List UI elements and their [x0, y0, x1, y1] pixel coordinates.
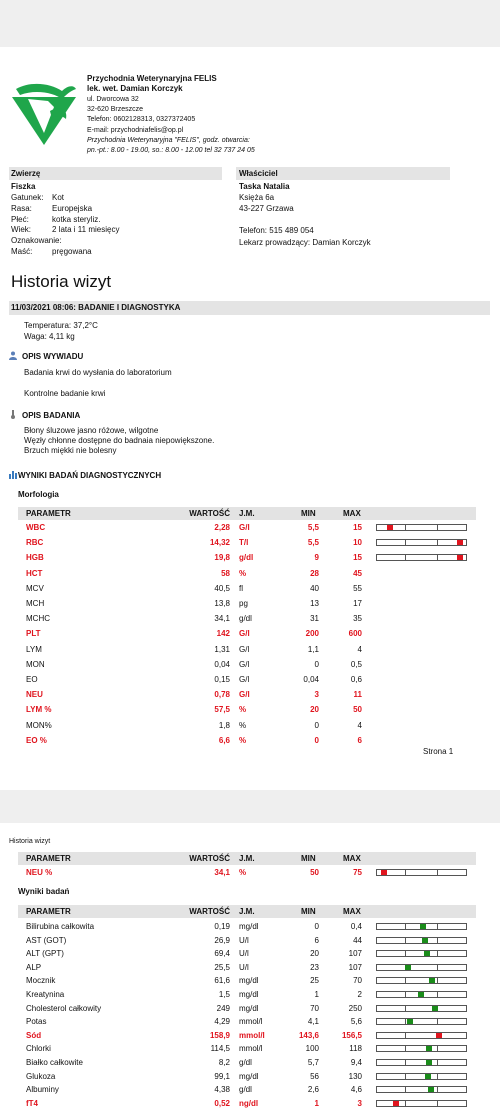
range-gauge [376, 991, 467, 998]
parameter-unit: ng/dl [239, 1098, 259, 1108]
gauge-divider [437, 1019, 438, 1024]
gauge-marker [393, 1101, 399, 1106]
parameter-name: Bilirubina całkowita [26, 922, 95, 931]
gauge-divider [405, 1087, 406, 1092]
parameter-max: 118 [349, 1044, 362, 1054]
gauge-divider [405, 1101, 406, 1106]
parameter-min: 1,1 [307, 644, 319, 654]
col-parameter: PARAMETR [26, 509, 71, 518]
col-unit: J.M. [239, 509, 255, 518]
parameter-name: MON [26, 659, 45, 669]
parameter-unit: % [239, 720, 247, 730]
range-gauge [376, 554, 467, 561]
parameter-min: 20 [310, 705, 319, 715]
parameter-max: 70 [353, 976, 362, 986]
parameter-name: Białko całkowite [26, 1058, 83, 1067]
col-parameter: PARAMETR [26, 854, 71, 863]
parameter-value: 34,1 [214, 614, 230, 624]
parameter-value: 13,8 [214, 599, 230, 608]
parameter-max: 4,6 [350, 1085, 362, 1095]
parameter-min: 143,6 [298, 1030, 319, 1040]
parameter-max: 35 [353, 614, 362, 624]
animal-field-label: Oznakowanie: [11, 236, 62, 246]
gauge-divider [405, 555, 406, 560]
parameter-max: 5,6 [350, 1017, 362, 1027]
parameter-min: 5,7 [307, 1058, 319, 1067]
gauge-marker [428, 1087, 434, 1092]
parameter-name: MCV [26, 583, 44, 593]
gauge-divider [405, 1033, 406, 1038]
parameter-value: 2,28 [214, 523, 230, 532]
clinic-street: ul. Dworcowa 32 [87, 96, 139, 103]
parameter-value: 1,8 [218, 720, 230, 730]
parameter-name: PLT [26, 629, 41, 639]
parameter-min: 0 [314, 659, 319, 669]
parameter-unit: mg/dl [239, 922, 259, 931]
parameter-value: 40,5 [214, 583, 230, 593]
parameter-max: 6 [357, 735, 362, 745]
parameter-max: 2 [357, 990, 362, 999]
gauge-divider [437, 951, 438, 956]
parameter-max: 11 [353, 690, 362, 700]
range-gauge [376, 1086, 467, 1093]
range-gauge [376, 1059, 467, 1066]
parameter-name: NEU [26, 690, 43, 700]
parameter-min: 200 [305, 629, 319, 639]
parameter-value: 34,1 [214, 868, 230, 877]
gauge-marker [457, 555, 463, 560]
parameter-name: MCHC [26, 614, 50, 624]
animal-name: Fiszka [11, 182, 36, 191]
parameter-max: 15 [353, 523, 362, 532]
gauge-divider [405, 1074, 406, 1079]
gauge-divider [437, 525, 438, 530]
gauge-divider [437, 924, 438, 929]
exam-line-1: Błony śluzowe jasno różowe, wilgotne [24, 426, 159, 435]
parameter-max: 75 [353, 868, 362, 877]
parameter-name: MON% [26, 720, 52, 730]
morphology-table-header [18, 507, 476, 520]
gauge-divider [405, 1046, 406, 1051]
parameter-value: 0,52 [214, 1098, 230, 1108]
animal-field-value: 2 lata i 11 miesięcy [52, 225, 120, 235]
interview-line-2: Kontrolne badanie krwi [24, 389, 106, 398]
parameter-unit: T/l [239, 538, 249, 548]
animal-field-label: Płeć: [11, 214, 29, 224]
animal-field-value: Europejska [52, 203, 93, 213]
felis-logo-icon [10, 79, 78, 149]
parameter-max: 45 [353, 568, 362, 578]
owner-header: Właściciel [239, 169, 278, 178]
col-min: MIN [301, 509, 316, 518]
gauge-marker [405, 965, 411, 970]
parameter-name: LYM % [26, 705, 52, 715]
parameter-unit: % [239, 735, 247, 745]
neu-table-header [18, 852, 476, 865]
exam-line-2: Węzły chłonne dostępne do badnaia niepowiększone. [24, 436, 215, 445]
clinic-city: 32-620 Brzeszcze [87, 106, 144, 113]
animal-header: Zwierzę [11, 169, 41, 178]
interview-line-1: Badania krwi do wysłania do laboratorium [24, 368, 172, 377]
gauge-divider [437, 978, 438, 983]
parameter-max: 107 [348, 949, 362, 959]
parameter-value: 69,4 [214, 949, 230, 959]
parameter-unit: mg/dl [239, 990, 259, 999]
parameter-value: 1,5 [218, 990, 230, 999]
exam-line-3: Brzuch miękki nie bolesny [24, 446, 117, 455]
parameter-max: 600 [348, 629, 362, 639]
parameter-name: EO [26, 675, 38, 684]
gauge-marker [418, 992, 424, 997]
parameter-unit: mmol/l [239, 1044, 263, 1054]
range-gauge [376, 1032, 467, 1039]
parameter-value: 4,38 [214, 1085, 230, 1095]
clinic-doctor: lek. wet. Damian Korczyk [87, 84, 183, 93]
parameter-name: Potas [26, 1017, 47, 1027]
parameter-max: 44 [353, 935, 362, 945]
gauge-marker [426, 1060, 432, 1065]
parameter-value: 114,5 [210, 1044, 230, 1054]
col-min: MIN [301, 907, 316, 916]
parameter-max: 10 [353, 538, 362, 548]
col-value: WARTOŚĆ [189, 854, 230, 863]
parameter-max: 3 [357, 1098, 362, 1108]
parameter-min: 0,04 [303, 675, 319, 684]
parameter-name: Sód [26, 1030, 42, 1040]
owner-city: 43-227 Grzawa [239, 204, 294, 213]
parameter-min: 100 [305, 1044, 319, 1054]
parameter-value: 4,29 [214, 1017, 230, 1027]
gauge-marker [424, 951, 430, 956]
parameter-max: 4 [357, 644, 362, 654]
range-gauge [376, 950, 467, 957]
animal-field-value: Kot [52, 193, 65, 202]
morphology-title: Morfologia [18, 490, 59, 499]
parameter-name: ALT (GPT) [26, 949, 64, 959]
gauge-divider [437, 965, 438, 970]
parameter-value: 142 [216, 629, 230, 639]
parameter-min: 0 [314, 922, 319, 931]
parameter-max: 17 [353, 599, 362, 608]
parameter-name: Chlorki [26, 1044, 51, 1054]
parameter-unit: fl [239, 583, 243, 593]
parameter-min: 2,6 [307, 1085, 319, 1095]
range-gauge [376, 524, 467, 531]
owner-name: Taska Natalia [239, 182, 290, 191]
parameter-value: 14,32 [209, 538, 230, 548]
parameter-name: Glukoza [26, 1071, 56, 1081]
parameter-min: 23 [310, 962, 319, 972]
parameter-min: 1 [314, 1098, 319, 1108]
parameter-min: 20 [310, 949, 319, 959]
parameter-unit: U/l [239, 962, 249, 972]
parameter-unit: mg/dl [239, 1071, 259, 1081]
parameter-max: 9,4 [350, 1058, 362, 1067]
gauge-divider [437, 540, 438, 545]
col-max: MAX [343, 854, 361, 863]
page-number: Strona 1 [423, 747, 454, 756]
parameter-unit: U/l [239, 935, 249, 945]
range-gauge [376, 1005, 467, 1012]
parameter-unit: mg/dl [239, 976, 259, 986]
animal-field-label: Gatunek: [11, 193, 44, 202]
gauge-marker [407, 1019, 413, 1024]
col-min: MIN [301, 854, 316, 863]
parameter-max: 156,5 [341, 1030, 362, 1040]
parameter-min: 1 [314, 990, 319, 999]
range-gauge [376, 1073, 467, 1080]
gauge-divider [405, 951, 406, 956]
animal-field-value: kotka steryliz. [52, 214, 101, 224]
parameter-name: Cholesterol całkowity [26, 1003, 102, 1013]
parameter-unit: G/l [239, 644, 250, 654]
parameter-value: 58 [221, 568, 230, 578]
report-page-1 [0, 47, 500, 790]
parameter-max: 107 [348, 962, 362, 972]
parameter-name: AST (GOT) [26, 935, 67, 945]
gauge-divider [405, 870, 406, 875]
parameter-min: 3 [314, 690, 319, 700]
gauge-divider [405, 1006, 406, 1011]
parameter-value: 249 [216, 1003, 230, 1013]
parameter-unit: % [239, 568, 247, 578]
parameter-min: 5,5 [307, 523, 319, 532]
parameter-unit: % [239, 868, 247, 877]
parameter-unit: mmol/l [239, 1030, 265, 1040]
parameter-max: 15 [353, 553, 362, 563]
range-gauge [376, 1018, 467, 1025]
parameter-unit: mg/dl [239, 1003, 259, 1013]
parameter-min: 31 [310, 614, 319, 624]
parameter-value: 19,8 [214, 553, 230, 563]
parameter-unit: g/dl [239, 1058, 252, 1067]
clinic-phone: Telefon: 0602128313, 0327372405 [87, 116, 196, 123]
gauge-marker [422, 938, 428, 943]
interview-title: OPIS WYWIADU [22, 352, 84, 361]
parameter-value: 8,2 [218, 1058, 230, 1067]
results2-title: Wyniki badań [18, 887, 70, 896]
gauge-marker [381, 870, 387, 875]
animal-field-value: pręgowana [52, 247, 92, 256]
parameter-value: 6,6 [218, 735, 230, 745]
clinic-hours: pn.-pt.: 8.00 - 19.00, so.: 8.00 - 12.00 tel 32 737 24 05 [87, 147, 255, 154]
parameter-max: 0,5 [350, 659, 362, 669]
parameter-min: 4,1 [307, 1017, 319, 1027]
parameter-name: WBC [26, 523, 46, 532]
col-max: MAX [343, 907, 361, 916]
gauge-divider [437, 870, 438, 875]
parameter-name: Mocznik [26, 976, 56, 986]
owner-phone: Telefon: 515 489 054 [239, 226, 314, 235]
parameter-max: 50 [353, 705, 362, 715]
gauge-marker [436, 1033, 442, 1038]
visit-header: 11/03/2021 08:06: BADANIE I DIAGNOSTYKA [11, 303, 181, 312]
parameter-value: 61,6 [214, 976, 230, 986]
parameter-unit: U/l [239, 949, 249, 959]
parameter-name: MCH [26, 599, 45, 608]
parameter-value: 0,15 [214, 675, 230, 684]
page2-header: Historia wizyt [9, 838, 51, 845]
parameter-unit: mmol/l [239, 1017, 263, 1027]
parameter-min: 13 [310, 599, 319, 608]
parameter-name: HCT [26, 568, 43, 578]
parameter-min: 0 [314, 735, 319, 745]
parameter-unit: % [239, 705, 247, 715]
gauge-divider [437, 1060, 438, 1065]
parameter-max: 0,6 [350, 675, 362, 684]
parameter-name: fT4 [26, 1098, 38, 1108]
col-value: WARTOŚĆ [189, 509, 230, 518]
parameter-name: RBC [26, 538, 44, 548]
parameter-min: 40 [310, 583, 319, 593]
clinic-email: E-mail: przychodniafelis@op.pl [87, 127, 184, 134]
results-title: WYNIKI BADAŃ DIAGNOSTYCZNYCH [18, 471, 162, 480]
parameter-value: 57,5 [214, 705, 230, 715]
range-gauge [376, 869, 467, 876]
gauge-marker [457, 540, 463, 545]
clinic-name: Przychodnia Weterynaryjna FELIS [87, 74, 217, 83]
parameter-name: LYM [26, 644, 42, 654]
owner-doctor: Lekarz prowadzący: Damian Korczyk [239, 238, 371, 247]
owner-street: Księża 6a [239, 193, 275, 202]
gauge-divider [437, 1087, 438, 1092]
history-title: Historia wizyt [11, 272, 112, 291]
parameter-min: 9 [314, 553, 319, 563]
parameter-name: ALP [26, 962, 42, 972]
gauge-marker [432, 1006, 438, 1011]
thermometer-icon [9, 410, 17, 419]
parameter-max: 0,4 [350, 922, 362, 931]
animal-field-label: Maść: [11, 247, 33, 256]
parameter-unit: G/l [239, 629, 250, 639]
parameter-min: 50 [310, 868, 319, 877]
col-unit: J.M. [239, 907, 255, 916]
visit-temperature: Temperatura: 37,2°C [24, 321, 98, 330]
parameter-min: 6 [314, 935, 319, 945]
gauge-marker [420, 924, 426, 929]
gauge-divider [405, 1019, 406, 1024]
col-parameter: PARAMETR [26, 907, 71, 916]
gauge-divider [437, 938, 438, 943]
parameter-name: NEU % [26, 868, 53, 877]
col-value: WARTOŚĆ [189, 907, 230, 916]
gauge-divider [405, 938, 406, 943]
gauge-divider [405, 1060, 406, 1065]
parameter-value: 1,31 [214, 644, 230, 654]
gauge-divider [405, 540, 406, 545]
parameter-name: Kreatynina [26, 990, 65, 999]
clinic-hours-title: Przychodnia Weterynaryjna "FELIS", godz. otwarcia: [87, 137, 250, 144]
parameter-min: 56 [310, 1071, 319, 1081]
parameter-unit: G/l [239, 523, 250, 532]
parameter-value: 0,78 [214, 690, 230, 700]
parameter-max: 55 [353, 583, 362, 593]
gauge-divider [437, 1101, 438, 1106]
range-gauge [376, 964, 467, 971]
parameter-value: 0,19 [214, 922, 230, 931]
parameter-name: EO % [26, 735, 47, 745]
parameter-max: 130 [348, 1071, 362, 1081]
range-gauge [376, 923, 467, 930]
parameter-value: 158,9 [209, 1030, 230, 1040]
parameter-unit: g/dl [239, 1085, 252, 1095]
range-gauge [376, 539, 467, 546]
person-icon [9, 351, 17, 360]
range-gauge [376, 1045, 467, 1052]
parameter-min: 0 [314, 720, 319, 730]
parameter-unit: g/dl [239, 614, 252, 624]
parameter-value: 0,04 [214, 659, 230, 669]
gauge-divider [405, 992, 406, 997]
parameter-max: 250 [348, 1003, 362, 1013]
gauge-divider [405, 978, 406, 983]
range-gauge [376, 937, 467, 944]
parameter-unit: G/l [239, 659, 250, 669]
parameter-min: 28 [310, 568, 319, 578]
parameter-unit: g/dl [239, 553, 254, 563]
parameter-name: HGB [26, 553, 44, 563]
visit-weight: Waga: 4,11 kg [24, 332, 75, 341]
parameter-unit: G/l [239, 690, 250, 700]
gauge-marker [387, 525, 393, 530]
exam-title: OPIS BADANIA [22, 411, 81, 420]
gauge-marker [426, 1046, 432, 1051]
results-table-header [18, 905, 476, 918]
gauge-marker [425, 1074, 431, 1079]
gauge-divider [437, 1074, 438, 1079]
parameter-value: 26,9 [214, 935, 230, 945]
gauge-divider [405, 924, 406, 929]
parameter-min: 5,5 [307, 538, 319, 548]
gauge-divider [405, 525, 406, 530]
col-max: MAX [343, 509, 361, 518]
chart-icon [9, 470, 17, 479]
parameter-min: 70 [310, 1003, 319, 1013]
animal-header-bar [9, 167, 222, 180]
gauge-divider [437, 1046, 438, 1051]
gauge-divider [437, 992, 438, 997]
parameter-value: 25,5 [214, 962, 230, 972]
col-unit: J.M. [239, 854, 255, 863]
parameter-max: 4 [357, 720, 362, 730]
report-page-2 [0, 823, 500, 1111]
parameter-unit: G/l [239, 675, 250, 684]
parameter-name: Albuminy [26, 1085, 59, 1095]
animal-field-label: Wiek: [11, 225, 31, 235]
gauge-marker [429, 978, 435, 983]
parameter-value: 99,1 [214, 1071, 230, 1081]
parameter-min: 25 [310, 976, 319, 986]
gauge-divider [437, 555, 438, 560]
range-gauge [376, 1100, 467, 1107]
parameter-unit: pg [239, 599, 248, 608]
range-gauge [376, 977, 467, 984]
animal-field-label: Rasa: [11, 203, 32, 213]
